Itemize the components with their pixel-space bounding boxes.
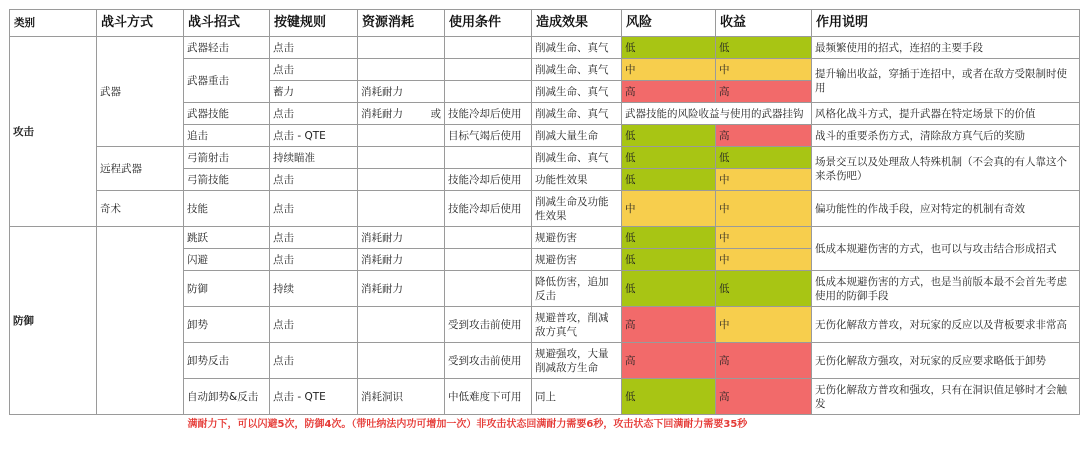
resource-extra: 或 [430,107,441,120]
header-condition: 使用条件 [445,10,532,37]
desc-cell: 风格化战斗方式，提升武器在特定场景下的价值 [812,103,1080,125]
desc-cell: 最频繁使用的招式，连招的主要手段 [812,37,1080,59]
effect-cell: 削减生命、真气 [532,81,622,103]
effect-cell: 降低伤害，追加反击 [532,271,622,307]
table-row [10,227,1080,249]
condition-cell [445,227,532,249]
gain-cell: 低 [716,37,812,59]
header-risk: 风险 [622,10,716,37]
gain-cell: 中 [716,227,812,249]
desc-cell: 低成本规避伤害的方式，也可以与攻击结合形成招式 [812,227,1080,271]
effect-cell: 规避普攻，削减敌方真气 [532,307,622,343]
desc-cell: 无伤化解敌方普攻，对玩家的反应以及背板要求非常高 [812,307,1080,343]
risk-cell: 低 [622,379,716,415]
gain-cell: 高 [716,379,812,415]
risk-cell: 低 [622,125,716,147]
effect-cell: 功能性效果 [532,169,622,191]
footnote-spacer [10,415,97,435]
gain-cell: 低 [716,147,812,169]
condition-cell [445,271,532,307]
effect-cell: 同上 [532,379,622,415]
risk-cell: 低 [622,249,716,271]
risk-cell: 高 [622,81,716,103]
effect-cell: 削减生命、真气 [532,103,622,125]
effect-cell: 规避伤害 [532,227,622,249]
key-cell: 点击 [270,59,358,81]
risk-cell: 中 [622,191,716,227]
skill-cell: 弓箭技能 [184,169,270,191]
effect-cell: 规避强攻，大量削减敌方生命 [532,343,622,379]
resource-cell [358,59,445,81]
gain-cell: 中 [716,191,812,227]
gain-cell: 中 [716,249,812,271]
effect-cell: 削减生命、真气 [532,37,622,59]
gain-cell: 低 [716,271,812,307]
key-cell: 点击 [270,103,358,125]
resource-cell [358,191,445,227]
table-row [10,191,1080,227]
gain-cell: 高 [716,81,812,103]
header-gain: 收益 [716,10,812,37]
skill-cell: 闪避 [184,249,270,271]
condition-cell: 受到攻击前使用 [445,343,532,379]
header-effect: 造成效果 [532,10,622,37]
condition-cell [445,59,532,81]
condition-cell: 目标气竭后使用 [445,125,532,147]
resource-cell: 消耗洞识 [358,379,445,415]
group-ranged: 远程武器 [97,147,184,191]
desc-cell: 低成本规避伤害的方式，也是当前版本最不会首先考虑使用的防御手段 [812,271,1080,307]
condition-cell: 技能冷却后使用 [445,103,532,125]
effect-cell: 削减生命及功能性效果 [532,191,622,227]
resource-cell: 消耗耐力 [358,249,445,271]
risk-gain-cell: 武器技能的风险收益与使用的武器挂钩 [622,103,812,125]
effect-cell: 削减生命、真气 [532,59,622,81]
group-defense-empty [97,227,184,415]
gain-cell: 中 [716,307,812,343]
risk-cell: 低 [622,169,716,191]
key-cell: 点击 [270,307,358,343]
key-cell: 点击 [270,343,358,379]
resource-cell [358,147,445,169]
key-cell: 点击 [270,249,358,271]
risk-cell: 中 [622,59,716,81]
key-cell: 点击 - QTE [270,379,358,415]
key-cell: 点击 [270,191,358,227]
skill-cell: 跳跃 [184,227,270,249]
resource-cell: 消耗耐力 [358,227,445,249]
key-cell: 持续瞄准 [270,147,358,169]
skill-cell: 追击 [184,125,270,147]
resource-cell [358,125,445,147]
skill-cell: 武器技能 [184,103,270,125]
gain-cell: 中 [716,169,812,191]
footnote-row [10,415,1080,435]
risk-cell: 低 [622,227,716,249]
condition-cell: 技能冷却后使用 [445,169,532,191]
gain-cell: 高 [716,125,812,147]
risk-cell: 高 [622,343,716,379]
desc-cell: 无伤化解敌方强攻，对玩家的反应要求略低于卸势 [812,343,1080,379]
resource-cell [358,343,445,379]
gain-cell: 高 [716,343,812,379]
desc-cell: 战斗的重要杀伤方式，清除敌方真气后的奖励 [812,125,1080,147]
group-weapon: 武器 [97,37,184,147]
risk-cell: 低 [622,147,716,169]
header-skill: 战斗招式 [184,10,270,37]
key-cell: 点击 - QTE [270,125,358,147]
gain-cell: 中 [716,59,812,81]
key-cell: 点击 [270,169,358,191]
skill-cell: 弓箭射击 [184,147,270,169]
condition-cell [445,147,532,169]
group-magic: 奇术 [97,191,184,227]
resource-cell [358,37,445,59]
skill-cell: 武器重击 [184,59,270,103]
key-cell: 点击 [270,37,358,59]
header-combat-type: 战斗方式 [97,10,184,37]
key-cell: 点击 [270,227,358,249]
condition-cell [445,249,532,271]
footnote: 满耐力下，可以闪避5次，防御4次。（带吐纳法内功可增加一次）非攻击状态回满耐力需要6秒，攻击状态下回满耐力需要35秒 [187,418,748,430]
risk-cell: 低 [622,37,716,59]
header-resource: 资源消耗 [358,10,445,37]
desc-cell: 无伤化解敌方普攻和强攻，只有在洞识值足够时才会触发 [812,379,1080,415]
skill-cell: 卸势 [184,307,270,343]
resource-text: 消耗耐力 [361,107,403,120]
skill-cell: 武器轻击 [184,37,270,59]
header-category: 类别 [10,10,97,37]
condition-cell [445,37,532,59]
resource-cell [358,307,445,343]
table-row [10,37,1080,59]
key-cell: 蓄力 [270,81,358,103]
category-defense: 防御 [10,227,97,415]
header-row [10,10,1080,37]
skill-cell: 防御 [184,271,270,307]
resource-cell: 消耗耐力 [358,271,445,307]
risk-cell: 高 [622,307,716,343]
skill-cell: 卸势反击 [184,343,270,379]
desc-cell: 偏功能性的作战手段，应对特定的机制有奇效 [812,191,1080,227]
condition-cell: 中低难度下可用 [445,379,532,415]
desc-cell: 场景交互以及处理敌人特殊机制（不会真的有人靠这个来杀伤吧） [812,147,1080,191]
header-key-rule: 按键规则 [270,10,358,37]
resource-cell [358,103,445,125]
condition-cell: 技能冷却后使用 [445,191,532,227]
risk-cell: 低 [622,271,716,307]
table-row [10,147,1080,169]
effect-cell: 削减大量生命 [532,125,622,147]
header-description: 作用说明 [812,10,1080,37]
resource-cell: 消耗耐力 [358,81,445,103]
effect-cell: 削减生命、真气 [532,147,622,169]
resource-cell [358,169,445,191]
key-cell: 持续 [270,271,358,307]
desc-cell: 提升输出收益，穿插于连招中，或者在敌方受限制时使用 [812,59,1080,103]
condition-cell: 受到攻击前使用 [445,307,532,343]
effect-cell: 规避伤害 [532,249,622,271]
category-attack: 攻击 [10,37,97,227]
combat-table [9,9,1080,435]
footnote-spacer [97,415,184,435]
skill-cell: 自动卸势&反击 [184,379,270,415]
condition-cell [445,81,532,103]
skill-cell: 技能 [184,191,270,227]
